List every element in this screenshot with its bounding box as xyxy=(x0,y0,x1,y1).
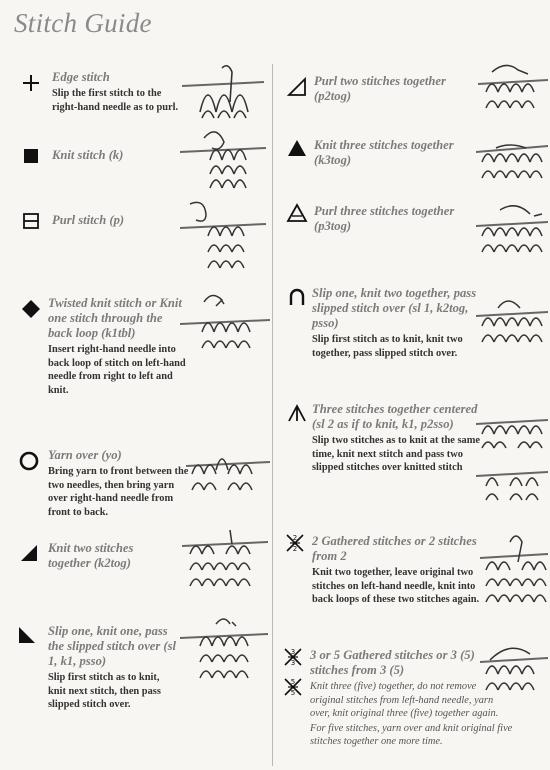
square-with-bar-icon xyxy=(20,210,42,232)
filled-triangle-icon xyxy=(286,137,308,159)
entry-description: Slip the first stitch to the right-hand needle as to purl. xyxy=(52,88,179,113)
yarn-over-illustration xyxy=(186,444,270,504)
knit-two-together-illustration xyxy=(182,522,268,596)
entry-name: Slip one, knit two together, pass slipped stitch over (sl 1, k2tog, psso) xyxy=(312,286,477,330)
twisted-knit-stitch-illustration xyxy=(180,288,270,368)
entry-description: Slip first stitch as to knit, knit next stitch, then pass slipped stitch over. xyxy=(48,672,161,710)
edge-stitch-illustration xyxy=(182,62,264,120)
purl-two-together-illustration xyxy=(478,60,548,120)
entry-description-extra: For five stitches, yarn over and knit original five stitches together one more time. xyxy=(310,722,513,747)
entry-name: Yarn over (yo) xyxy=(48,448,122,462)
entry-description: Insert right-hand needle into back loop of stitch on left-hand needle from right to left and knit. xyxy=(48,344,186,396)
knit-three-together-illustration xyxy=(476,128,548,190)
outline-triangle-icon xyxy=(286,202,308,224)
gathered-count-bottom: 5 xyxy=(290,689,296,697)
page-title: Stitch Guide xyxy=(14,8,152,38)
entry-name: 3 or 5 Gathered stitches or 3 (5) stitches from 3 (5) xyxy=(310,648,475,677)
arch-icon xyxy=(286,286,308,308)
gathered-count-bottom: 2 xyxy=(292,545,298,553)
entry-description: Knit three (five) together, do not remove original stitches from left-hand needle, yarn over, knit original three (five) together again. xyxy=(310,681,499,719)
entry-name: Purl stitch (p) xyxy=(52,213,125,227)
gathered-count-top: 3 xyxy=(290,648,296,656)
purl-stitch-illustration xyxy=(180,196,266,276)
entry-description: Slip two stitches as to knit at the same time, knit next stitch and pass two slipped stitches over knitted stitch xyxy=(312,435,480,473)
filled-left-triangle-icon xyxy=(16,624,38,646)
entry-name: Knit two stitches together (k2tog) xyxy=(48,541,134,570)
filled-square-icon xyxy=(20,145,42,167)
entry-name: Edge stitch xyxy=(52,70,110,84)
three-five-gathered-illustration xyxy=(480,640,548,706)
entry-name: Three stitches together centered (sl 2 as if to knit, k1, p2sso) xyxy=(312,402,478,431)
gathered-count-top: 5 xyxy=(290,678,296,686)
circle-icon xyxy=(18,450,40,472)
entry-description: Slip first stitch as to knit, knit two together, pass slipped stitch over. xyxy=(312,334,463,359)
filled-right-triangle-icon xyxy=(18,542,40,564)
entry-description: Bring yarn to front between the two needles, then bring yarn over right-hand needle from front to back. xyxy=(48,466,189,518)
purl-three-together-illustration xyxy=(476,198,548,262)
filled-diamond-icon xyxy=(20,298,42,320)
entry-name: Knit stitch (k) xyxy=(52,148,124,162)
plus-icon xyxy=(20,72,42,94)
entry-name: Twisted knit stitch or Knit one stitch through the back loop (k1tbl) xyxy=(48,296,182,340)
slip-knit-pass-illustration xyxy=(180,604,268,694)
column-divider xyxy=(272,64,273,766)
entry-name: 2 Gathered stitches or 2 stitches from 2 xyxy=(312,534,477,563)
entry-name: Purl two stitches together (p2tog) xyxy=(314,74,446,103)
gathered-count-bottom: 3 xyxy=(290,659,296,667)
inverted-v-icon xyxy=(286,402,308,424)
three-together-centered-illustration xyxy=(476,404,548,504)
entry-name: Knit three stitches together (k3tog) xyxy=(314,138,454,167)
slip-k2tog-psso-illustration xyxy=(476,286,548,348)
gathered-count-top: 2 xyxy=(292,534,298,542)
two-gathered-illustration xyxy=(480,528,548,608)
knit-stitch-illustration xyxy=(180,126,266,198)
gathered-5-icon xyxy=(282,676,304,698)
entry-name: Slip one, knit one, pass the slipped stitch over (sl 1, k1, psso) xyxy=(48,624,177,668)
outline-right-triangle-icon xyxy=(286,76,308,98)
gathered-2-icon xyxy=(284,532,306,554)
entry-name: Purl three stitches together (p3tog) xyxy=(314,204,455,233)
entry-description: Knit two together, leave original two stitches on left-hand needle, knit into back loops of these two stitches again. xyxy=(312,567,480,605)
gathered-3-icon xyxy=(282,646,304,668)
